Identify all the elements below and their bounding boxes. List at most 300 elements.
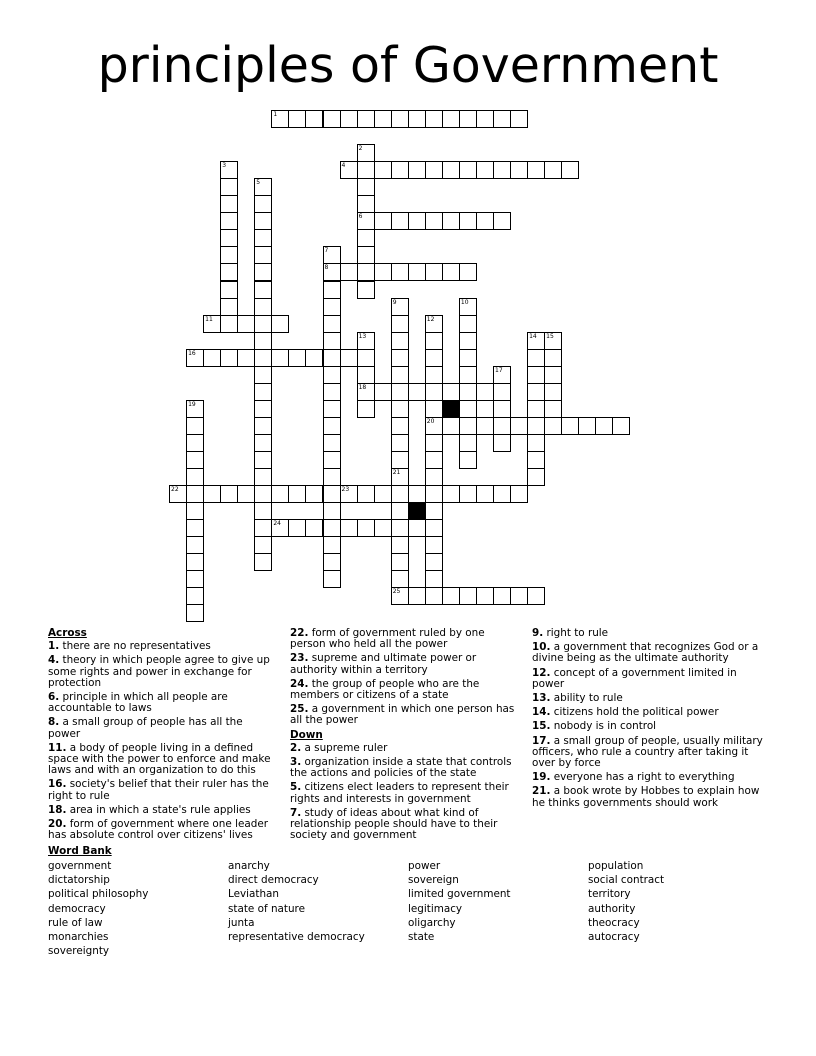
grid-cell[interactable]	[425, 366, 443, 384]
grid-cell[interactable]	[357, 195, 375, 213]
grid-cell[interactable]	[254, 468, 272, 486]
grid-cell[interactable]	[169, 485, 187, 503]
grid-cell[interactable]	[391, 519, 409, 537]
grid-cell[interactable]	[186, 400, 204, 418]
grid-cell[interactable]	[254, 263, 272, 281]
grid-cell[interactable]	[544, 366, 562, 384]
grid-cell[interactable]	[544, 400, 562, 418]
grid-cell[interactable]	[254, 315, 272, 333]
grid-cell[interactable]	[527, 349, 545, 367]
clue-text: society's belief that their ruler has the right to rule	[48, 778, 269, 802]
grid-cell[interactable]	[527, 366, 545, 384]
grid-cell[interactable]	[186, 587, 204, 605]
grid-cell[interactable]	[340, 519, 358, 537]
grid-cell[interactable]	[357, 400, 375, 418]
grid-cell[interactable]	[425, 434, 443, 452]
grid-cell[interactable]	[476, 417, 494, 435]
grid-cell[interactable]	[527, 417, 545, 435]
grid-cell[interactable]	[425, 212, 443, 230]
grid-cell[interactable]	[254, 417, 272, 435]
word-bank-word: government	[48, 860, 112, 872]
grid-cell[interactable]	[374, 161, 392, 179]
grid-cell[interactable]	[544, 383, 562, 401]
grid-cell[interactable]	[374, 263, 392, 281]
grid-cell[interactable]	[323, 434, 341, 452]
grid-cell[interactable]	[323, 502, 341, 520]
grid-cell[interactable]	[476, 587, 494, 605]
grid-cell[interactable]	[425, 519, 443, 537]
grid-cell[interactable]	[323, 536, 341, 554]
grid-cell[interactable]	[459, 587, 477, 605]
grid-cell[interactable]	[323, 281, 341, 299]
grid-cell[interactable]	[254, 195, 272, 213]
grid-cell[interactable]	[374, 212, 392, 230]
clue-number: 4.	[48, 654, 60, 667]
clue-text: there are no representatives	[59, 640, 211, 653]
grid-cell[interactable]	[391, 349, 409, 367]
grid-cell[interactable]	[186, 570, 204, 588]
grid-cell[interactable]	[476, 212, 494, 230]
word-bank-column	[408, 859, 588, 944]
grid-cell[interactable]	[459, 349, 477, 367]
grid-cell[interactable]	[425, 570, 443, 588]
grid-cell[interactable]	[595, 417, 613, 435]
word-bank-word: territory	[588, 888, 631, 901]
clue-text: supreme and ultimate power or authority within a territory	[290, 652, 477, 676]
grid-cell[interactable]	[271, 349, 289, 367]
grid-cell[interactable]	[254, 281, 272, 299]
grid-cell[interactable]	[357, 144, 375, 162]
cell-number: 5	[256, 179, 261, 187]
down-heading: Down	[290, 728, 323, 741]
grid-cell[interactable]	[340, 263, 358, 281]
grid-cell[interactable]	[459, 212, 477, 230]
grid-cell[interactable]	[254, 519, 272, 537]
grid-cell[interactable]	[340, 161, 358, 179]
grid-cell[interactable]	[527, 468, 545, 486]
word-bank-word: sovereign	[408, 874, 459, 887]
clue-number: 22.	[290, 627, 309, 639]
grid-cell[interactable]	[391, 536, 409, 554]
grid-cell[interactable]	[374, 110, 392, 128]
grid-cell[interactable]	[459, 434, 477, 452]
grid-cell[interactable]	[459, 315, 477, 333]
grid-cell[interactable]	[442, 110, 460, 128]
grid-cell[interactable]	[493, 366, 511, 384]
grid-cell[interactable]	[459, 451, 477, 469]
grid-cell[interactable]	[510, 110, 528, 128]
grid-cell[interactable]	[493, 587, 511, 605]
grid-cell[interactable]	[186, 417, 204, 435]
grid-cell[interactable]	[254, 485, 272, 503]
grid-cell[interactable]	[527, 451, 545, 469]
grid-cell[interactable]	[425, 468, 443, 486]
grid-cell[interactable]	[340, 349, 358, 367]
grid-cell[interactable]	[203, 349, 221, 367]
grid-cell[interactable]	[186, 502, 204, 520]
grid-cell[interactable]	[374, 485, 392, 503]
word-bank-word: anarchy	[228, 860, 270, 872]
grid-cell[interactable]	[391, 417, 409, 435]
grid-cell[interactable]	[186, 519, 204, 537]
grid-cell[interactable]	[220, 298, 238, 316]
grid-cell[interactable]	[527, 400, 545, 418]
grid-cell[interactable]	[186, 468, 204, 486]
grid-cell[interactable]	[408, 485, 426, 503]
clue-text: a body of people living in a defined space with the power to enforce and make laws and with an organization to do this	[48, 741, 271, 777]
grid-cell[interactable]	[442, 212, 460, 230]
grid-cell[interactable]	[220, 485, 238, 503]
clue-number: 15.	[532, 720, 551, 733]
grid-cell[interactable]	[510, 417, 528, 435]
grid-cell[interactable]	[220, 178, 238, 196]
grid-cell[interactable]	[408, 263, 426, 281]
clue-item	[290, 782, 520, 804]
cell-number: 8	[324, 264, 329, 272]
grid-cell[interactable]	[357, 161, 375, 179]
grid-cell[interactable]	[357, 349, 375, 367]
clue-item	[48, 779, 278, 801]
grid-cell[interactable]	[391, 485, 409, 503]
cell-number: 6	[358, 213, 363, 221]
grid-cell[interactable]	[544, 417, 562, 435]
grid-cell[interactable]	[391, 587, 409, 605]
grid-cell[interactable]	[288, 110, 306, 128]
grid-cell[interactable]	[288, 519, 306, 537]
clue-item	[48, 692, 278, 714]
grid-cell[interactable]	[220, 263, 238, 281]
grid-cell[interactable]	[220, 281, 238, 299]
grid-cell[interactable]	[220, 315, 238, 333]
word-bank-word: social contract	[588, 874, 665, 887]
word-bank-word: authority	[588, 902, 636, 915]
grid-cell[interactable]	[459, 263, 477, 281]
grid-cell[interactable]	[544, 332, 562, 350]
grid-cell[interactable]	[391, 553, 409, 571]
word-bank-word: representative democracy	[228, 930, 365, 943]
grid-cell[interactable]	[323, 110, 341, 128]
grid-cell[interactable]	[357, 263, 375, 281]
grid-cell[interactable]	[459, 366, 477, 384]
cell-number: 7	[324, 247, 329, 255]
clue-text: form of government ruled by one person who held all the power	[290, 627, 485, 651]
grid-cell[interactable]	[425, 383, 443, 401]
grid-cell[interactable]	[254, 366, 272, 384]
grid-cell[interactable]	[493, 110, 511, 128]
grid-cell[interactable]	[305, 485, 323, 503]
grid-cell[interactable]	[357, 281, 375, 299]
grid-cell[interactable]	[374, 519, 392, 537]
word-bank-word: rule of law	[48, 916, 103, 929]
grid-cell[interactable]	[476, 383, 494, 401]
cell-number: 25	[392, 588, 401, 596]
grid-cell[interactable]	[271, 110, 289, 128]
grid-cell[interactable]	[254, 383, 272, 401]
grid-cell[interactable]	[323, 519, 341, 537]
clue-item	[48, 641, 278, 652]
grid-cell[interactable]	[442, 587, 460, 605]
grid-cell[interactable]	[408, 110, 426, 128]
black-cell	[408, 502, 426, 520]
grid-cell[interactable]	[288, 349, 306, 367]
clue-item	[532, 668, 768, 690]
grid-cell[interactable]	[425, 263, 443, 281]
grid-cell[interactable]	[357, 519, 375, 537]
clue-text: theory in which people agree to give up some rights and power in exchange for protection	[48, 654, 270, 689]
grid-cell[interactable]	[391, 468, 409, 486]
clue-item	[48, 819, 278, 841]
grid-cell[interactable]	[391, 212, 409, 230]
grid-cell[interactable]	[220, 349, 238, 367]
grid-cell[interactable]	[493, 485, 511, 503]
grid-cell[interactable]	[305, 110, 323, 128]
grid-cell[interactable]	[220, 212, 238, 230]
grid-cell[interactable]	[391, 110, 409, 128]
grid-cell[interactable]	[493, 161, 511, 179]
grid-cell[interactable]	[425, 451, 443, 469]
grid-cell[interactable]	[305, 519, 323, 537]
grid-cell[interactable]	[237, 349, 255, 367]
grid-cell[interactable]	[323, 298, 341, 316]
grid-cell[interactable]	[425, 110, 443, 128]
cell-number: 1	[273, 111, 278, 118]
grid-cell[interactable]	[476, 110, 494, 128]
grid-cell[interactable]	[254, 229, 272, 247]
grid-cell[interactable]	[459, 110, 477, 128]
grid-cell[interactable]	[323, 468, 341, 486]
word-bank-word: political philosophy	[48, 888, 149, 901]
grid-cell[interactable]	[408, 587, 426, 605]
grid-cell[interactable]	[357, 485, 375, 503]
grid-cell[interactable]	[254, 434, 272, 452]
grid-cell[interactable]	[527, 434, 545, 452]
grid-cell[interactable]	[442, 263, 460, 281]
grid-cell[interactable]	[237, 485, 255, 503]
grid-cell[interactable]	[493, 434, 511, 452]
grid-cell[interactable]	[391, 161, 409, 179]
cell-number: 16	[188, 349, 196, 357]
grid-cell[interactable]	[357, 366, 375, 384]
grid-cell[interactable]	[425, 417, 443, 435]
grid-cell[interactable]	[323, 332, 341, 350]
grid-cell[interactable]	[493, 383, 511, 401]
clue-column-3	[532, 628, 768, 812]
grid-cell[interactable]	[357, 246, 375, 264]
grid-cell[interactable]	[425, 485, 443, 503]
grid-cell[interactable]	[271, 315, 289, 333]
grid-cell[interactable]	[357, 332, 375, 350]
grid-cell[interactable]	[340, 110, 358, 128]
grid-cell[interactable]	[254, 536, 272, 554]
grid-cell[interactable]	[425, 553, 443, 571]
grid-cell[interactable]	[186, 451, 204, 469]
grid-cell[interactable]	[408, 161, 426, 179]
grid-cell[interactable]	[323, 553, 341, 571]
grid-cell[interactable]	[220, 161, 238, 179]
grid-cell[interactable]	[254, 349, 272, 367]
grid-cell[interactable]	[323, 383, 341, 401]
grid-cell[interactable]	[374, 383, 392, 401]
grid-cell[interactable]	[442, 161, 460, 179]
grid-cell[interactable]	[254, 451, 272, 469]
grid-cell[interactable]	[527, 332, 545, 350]
clue-item	[48, 655, 278, 689]
grid-cell[interactable]	[254, 400, 272, 418]
clue-text: organization inside a state that controls the actions and policies of the state	[290, 756, 512, 780]
grid-cell[interactable]	[510, 587, 528, 605]
grid-cell[interactable]	[220, 195, 238, 213]
grid-cell[interactable]	[408, 383, 426, 401]
clue-text: nobody is in control	[550, 720, 657, 733]
grid-cell[interactable]	[186, 434, 204, 452]
cell-number: 19	[188, 400, 196, 408]
grid-cell[interactable]	[391, 332, 409, 350]
grid-cell[interactable]	[288, 485, 306, 503]
grid-cell[interactable]	[527, 161, 545, 179]
grid-cell[interactable]	[340, 485, 358, 503]
grid-cell[interactable]	[408, 212, 426, 230]
grid-cell[interactable]	[459, 485, 477, 503]
grid-cell[interactable]	[391, 263, 409, 281]
grid-cell[interactable]	[323, 400, 341, 418]
grid-cell[interactable]	[357, 178, 375, 196]
grid-cell[interactable]	[493, 417, 511, 435]
grid-cell[interactable]	[561, 417, 579, 435]
across-heading: Across	[48, 627, 87, 639]
grid-cell[interactable]	[459, 332, 477, 350]
grid-cell[interactable]	[271, 485, 289, 503]
grid-cell[interactable]	[254, 502, 272, 520]
grid-cell[interactable]	[323, 485, 341, 503]
grid-cell[interactable]	[186, 553, 204, 571]
grid-cell[interactable]	[425, 536, 443, 554]
grid-cell[interactable]	[186, 604, 204, 622]
grid-cell[interactable]	[459, 161, 477, 179]
grid-cell[interactable]	[391, 502, 409, 520]
grid-cell[interactable]	[510, 161, 528, 179]
grid-cell[interactable]	[254, 212, 272, 230]
grid-cell[interactable]	[612, 417, 630, 435]
grid-cell[interactable]	[493, 212, 511, 230]
grid-cell[interactable]	[391, 400, 409, 418]
cell-number: 2	[358, 145, 363, 153]
grid-cell[interactable]	[357, 110, 375, 128]
word-bank-column	[228, 859, 408, 944]
grid-cell[interactable]	[544, 349, 562, 367]
clue-number: 11.	[48, 741, 67, 754]
grid-cell[interactable]	[254, 178, 272, 196]
grid-cell[interactable]	[476, 485, 494, 503]
clue-item	[290, 743, 520, 754]
grid-cell[interactable]	[323, 570, 341, 588]
grid-cell[interactable]	[510, 485, 528, 503]
puzzle-title: principles of Government	[97, 37, 719, 94]
grid-cell[interactable]	[425, 400, 443, 418]
clue-item	[290, 757, 520, 779]
cell-number: 22	[171, 486, 179, 494]
clue-number: 8.	[48, 716, 60, 729]
grid-cell[interactable]	[357, 212, 375, 230]
grid-cell[interactable]	[391, 451, 409, 469]
grid-cell[interactable]	[391, 298, 409, 316]
clue-number: 5.	[290, 781, 302, 794]
grid-cell[interactable]	[425, 332, 443, 350]
grid-cell[interactable]	[323, 451, 341, 469]
grid-cell[interactable]	[442, 383, 460, 401]
grid-cell[interactable]	[220, 246, 238, 264]
grid-cell[interactable]	[459, 383, 477, 401]
grid-cell[interactable]	[254, 553, 272, 571]
cell-number: 14	[529, 332, 537, 340]
cell-number: 23	[341, 486, 350, 494]
grid-cell[interactable]	[357, 383, 375, 401]
grid-cell[interactable]	[425, 349, 443, 367]
grid-cell[interactable]	[323, 349, 341, 367]
cell-number: 17	[495, 366, 503, 374]
clue-text: study of ideas about what kind of relationship people should have to their society and government	[290, 806, 498, 842]
grid-cell[interactable]	[254, 298, 272, 316]
grid-cell[interactable]	[323, 246, 341, 264]
grid-cell[interactable]	[305, 349, 323, 367]
word-bank-word: sovereignty	[48, 945, 110, 958]
grid-cell[interactable]	[391, 570, 409, 588]
clue-text: a book wrote by Hobbes to explain how he thinks governments should work	[532, 785, 760, 809]
grid-cell[interactable]	[220, 229, 238, 247]
grid-cell[interactable]	[459, 400, 477, 418]
cell-number: 24	[273, 520, 281, 528]
grid-cell[interactable]	[237, 315, 255, 333]
grid-cell[interactable]	[578, 417, 596, 435]
grid-cell[interactable]	[425, 502, 443, 520]
grid-cell[interactable]	[425, 587, 443, 605]
grid-cell[interactable]	[323, 366, 341, 384]
grid-cell[interactable]	[186, 485, 204, 503]
grid-cell[interactable]	[544, 161, 562, 179]
grid-cell[interactable]	[391, 366, 409, 384]
grid-cell[interactable]	[459, 417, 477, 435]
grid-cell[interactable]	[186, 536, 204, 554]
grid-cell[interactable]	[357, 229, 375, 247]
grid-cell[interactable]	[254, 332, 272, 350]
grid-cell[interactable]	[203, 485, 221, 503]
grid-cell[interactable]	[527, 587, 545, 605]
grid-cell[interactable]	[425, 315, 443, 333]
grid-cell[interactable]	[476, 161, 494, 179]
clue-text: concept of a government limited in power	[532, 666, 737, 690]
grid-cell[interactable]	[391, 383, 409, 401]
grid-cell[interactable]	[254, 246, 272, 264]
grid-cell[interactable]	[391, 434, 409, 452]
grid-cell[interactable]	[323, 417, 341, 435]
clue-column-2	[290, 628, 520, 844]
grid-cell[interactable]	[561, 161, 579, 179]
grid-cell[interactable]	[442, 485, 460, 503]
grid-cell[interactable]	[323, 315, 341, 333]
grid-cell[interactable]	[323, 263, 341, 281]
grid-cell[interactable]	[203, 315, 221, 333]
grid-cell[interactable]	[186, 349, 204, 367]
grid-cell[interactable]	[408, 519, 426, 537]
grid-cell[interactable]	[459, 298, 477, 316]
grid-cell[interactable]	[391, 315, 409, 333]
grid-cell[interactable]	[425, 161, 443, 179]
grid-cell[interactable]	[493, 400, 511, 418]
clue-text: ability to rule	[550, 692, 623, 705]
clue-number: 25.	[290, 703, 309, 716]
grid-cell[interactable]	[442, 417, 460, 435]
grid-cell[interactable]	[527, 383, 545, 401]
grid-cell[interactable]	[271, 519, 289, 537]
